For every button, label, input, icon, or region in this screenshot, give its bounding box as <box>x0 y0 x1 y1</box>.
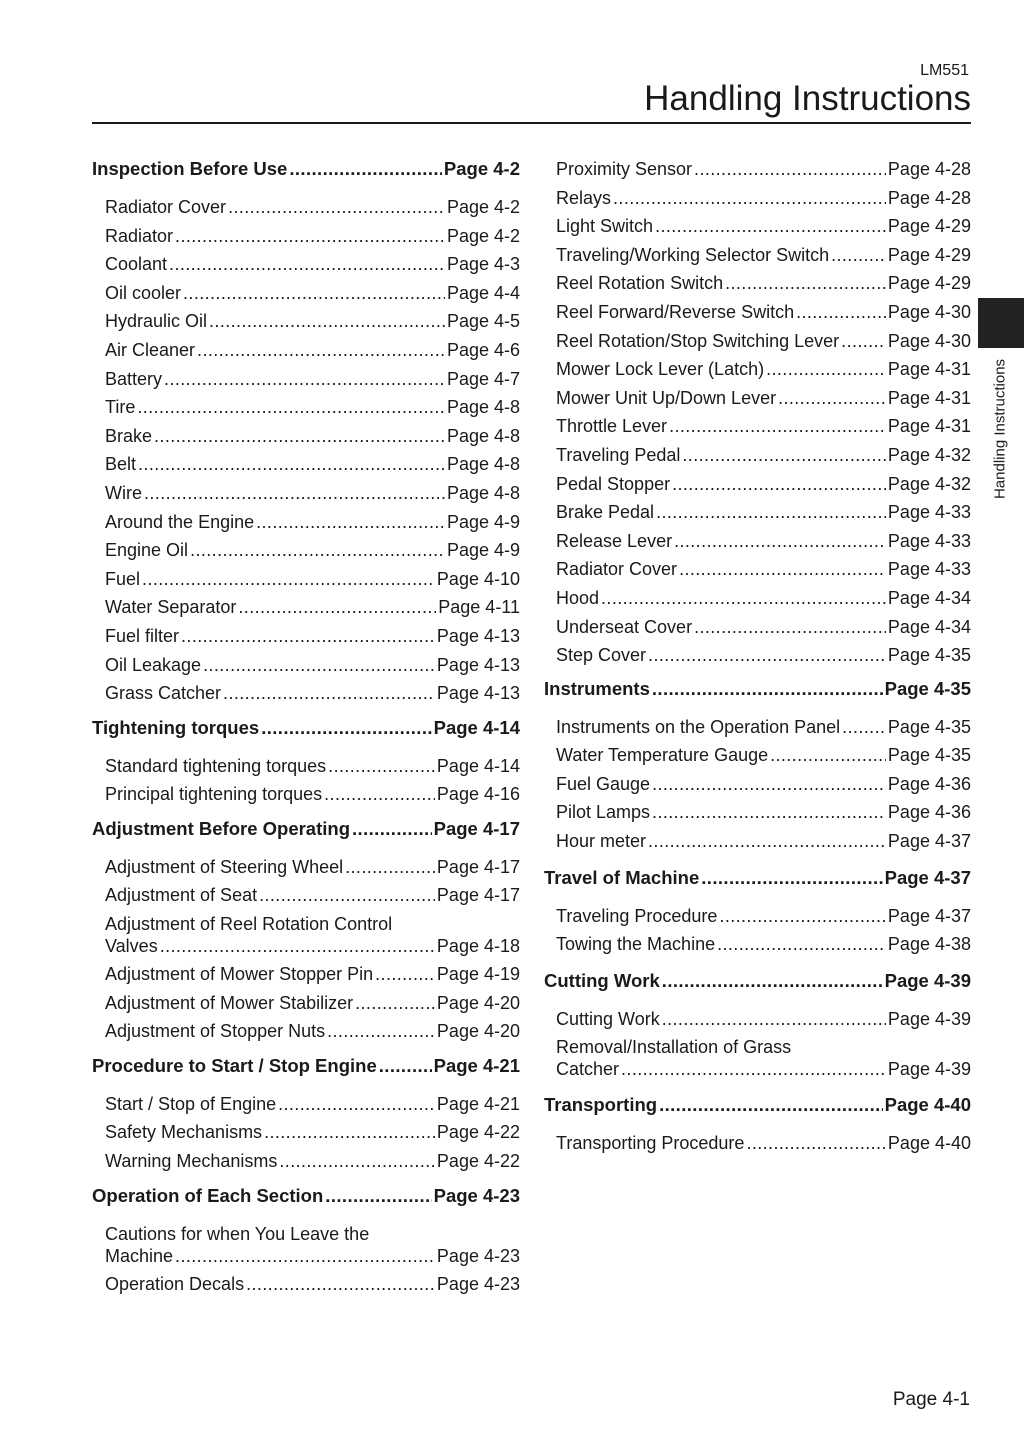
dot-leader <box>766 355 886 384</box>
entry-label: Oil cooler <box>105 282 182 303</box>
section-heading <box>544 967 971 995</box>
toc-entry <box>105 1270 520 1299</box>
entry-page: Page 4-23 <box>436 1245 520 1266</box>
entry-page: Page 4-35 <box>887 716 971 737</box>
toc-entry <box>105 450 520 479</box>
entry-label: Grass Catcher <box>105 683 222 704</box>
section-page: Page 4-35 <box>884 677 971 699</box>
entry-page: Page 4-22 <box>436 1122 520 1143</box>
toc-entry <box>556 412 971 441</box>
entry-page: Page 4-18 <box>436 936 520 957</box>
toc-entry <box>556 770 971 799</box>
dot-leader <box>169 250 445 279</box>
entry-label: Adjustment of Mower Stabilizer <box>105 992 354 1013</box>
toc-entry-last-line <box>556 1058 971 1083</box>
entry-page: Page 4-21 <box>436 1093 520 1114</box>
entry-label: Towing the Machine <box>556 934 716 955</box>
dot-leader <box>324 780 435 809</box>
toc-entry <box>105 960 520 989</box>
section-heading <box>92 1052 520 1080</box>
entry-page: Page 4-36 <box>887 802 971 823</box>
section-page: Page 4-2 <box>443 158 520 179</box>
entry-label: Standard tightening torques <box>105 755 327 776</box>
entry-label: Valves <box>105 936 158 957</box>
section-page: Page 4-17 <box>433 817 520 839</box>
entry-page: Page 4-30 <box>887 301 971 322</box>
dot-leader <box>142 565 435 594</box>
section-title: Inspection Before Use <box>92 158 288 179</box>
section-heading <box>92 155 520 183</box>
entry-page: Page 4-34 <box>887 616 971 637</box>
dot-leader <box>841 327 886 356</box>
entry-page: Page 4-19 <box>436 964 520 985</box>
dot-leader <box>138 450 445 479</box>
section-page: Page 4-21 <box>433 1054 520 1076</box>
entry-label: Adjustment of Seat <box>105 885 258 906</box>
page-number: Page 4-1 <box>892 1389 970 1410</box>
entry-label: Throttle Lever <box>556 416 668 437</box>
dot-leader <box>601 584 886 613</box>
toc-entry <box>105 1147 520 1176</box>
dot-leader <box>725 269 886 298</box>
entry-label: Mower Lock Lever (Latch) <box>556 359 765 380</box>
entry-label: Pedal Stopper <box>556 473 671 494</box>
entry-label: Start / Stop of Engine <box>105 1093 277 1114</box>
entry-label: Hood <box>556 587 600 608</box>
entry-label: Fuel Gauge <box>556 773 651 794</box>
section-page: Page 4-37 <box>884 866 971 888</box>
entry-page: Page 4-37 <box>887 831 971 852</box>
entry-page: Page 4-5 <box>446 311 520 332</box>
entry-page: Page 4-14 <box>436 755 520 776</box>
toc-items <box>544 1129 971 1158</box>
dot-leader <box>345 853 435 882</box>
dot-leader <box>352 815 432 843</box>
dot-leader <box>355 989 435 1018</box>
entry-label: Coolant <box>105 254 168 275</box>
toc-entry <box>105 1017 520 1046</box>
section-title: Tightening torques <box>92 716 260 738</box>
entry-label-line1: Adjustment of Reel Rotation Control <box>105 914 393 935</box>
entry-label: Water Separator <box>105 597 237 618</box>
dot-leader <box>662 1005 886 1034</box>
section-tab-marker <box>978 298 1024 348</box>
entry-label: Radiator <box>105 225 174 246</box>
entry-page: Page 4-29 <box>887 216 971 237</box>
section-page: Page 4-39 <box>884 969 971 991</box>
dot-leader <box>175 222 445 251</box>
dot-leader <box>197 336 445 365</box>
entry-page: Page 4-39 <box>887 1008 971 1029</box>
toc-entry <box>105 679 520 708</box>
toc-entry <box>556 584 971 613</box>
entry-label: Fuel filter <box>105 625 180 646</box>
entry-label: Traveling/Working Selector Switch <box>556 244 830 265</box>
toc-entry <box>105 193 520 222</box>
dot-leader <box>659 1091 883 1119</box>
toc-entry <box>556 470 971 499</box>
dot-leader <box>379 1052 432 1080</box>
entry-label: Transporting Procedure <box>556 1133 745 1154</box>
entry-page: Page 4-40 <box>887 1133 971 1154</box>
section-heading <box>544 1091 971 1119</box>
toc-entry <box>556 741 971 770</box>
entry-page: Page 4-8 <box>446 425 520 446</box>
toc-entry <box>556 441 971 470</box>
model-number: LM551 <box>920 62 969 79</box>
entry-label: Light Switch <box>556 216 654 237</box>
dot-leader <box>656 498 886 527</box>
entry-label: Radiator Cover <box>105 197 227 217</box>
toc-entry <box>105 651 520 680</box>
entry-page: Page 4-17 <box>436 885 520 906</box>
entry-page: Page 4-33 <box>887 530 971 551</box>
entry-page: Page 4-20 <box>436 992 520 1013</box>
entry-page: Page 4-2 <box>446 197 520 217</box>
entry-label: Principal tightening torques <box>105 784 323 805</box>
toc-entry <box>105 565 520 594</box>
dot-leader <box>648 827 886 856</box>
toc-entry <box>105 250 520 279</box>
section-title: Transporting <box>544 1094 658 1116</box>
toc-entry-multiline <box>105 1220 520 1270</box>
section-heading <box>544 675 971 703</box>
dot-leader <box>719 902 886 931</box>
dot-leader <box>375 960 435 989</box>
dot-leader <box>190 536 445 565</box>
section-title: Travel of Machine <box>544 866 700 888</box>
entry-page: Page 4-8 <box>446 482 520 503</box>
entry-page: Page 4-6 <box>446 339 520 360</box>
toc-entry <box>556 527 971 556</box>
entry-label: Wire <box>105 482 142 503</box>
entry-page: Page 4-17 <box>436 856 520 877</box>
dot-leader <box>327 1017 435 1046</box>
entry-label: Battery <box>105 368 163 389</box>
toc-entry <box>105 622 520 651</box>
dot-leader <box>256 508 445 537</box>
entry-page: Page 4-23 <box>436 1273 520 1294</box>
entry-label: Hydraulic Oil <box>105 311 208 332</box>
entry-label: Pilot Lamps <box>556 802 651 823</box>
dot-leader <box>669 412 886 441</box>
toc-entry <box>556 212 971 241</box>
dot-leader <box>655 212 886 241</box>
toc-entry <box>556 327 971 356</box>
dot-leader <box>183 279 445 308</box>
toc-items <box>544 155 971 670</box>
entry-page: Page 4-36 <box>887 773 971 794</box>
entry-label: Instruments on the Operation Panel <box>556 716 841 737</box>
entry-page: Page 4-30 <box>887 330 971 351</box>
entry-page: Page 4-16 <box>436 784 520 805</box>
page-title: Handling Instructions <box>644 79 971 118</box>
header-rule <box>92 122 971 124</box>
dot-leader <box>223 679 435 708</box>
entry-label: Step Cover <box>556 645 647 666</box>
entry-page: Page 4-8 <box>446 454 520 475</box>
dot-leader <box>264 1118 435 1147</box>
entry-label: Proximity Sensor <box>556 159 693 179</box>
toc-entry <box>105 479 520 508</box>
toc-entry <box>105 593 520 622</box>
entry-page: Page 4-28 <box>887 187 971 208</box>
toc-entry-last-line <box>105 1245 520 1270</box>
entry-label: Oil Leakage <box>105 654 202 675</box>
entry-label: Water Temperature Gauge <box>556 745 769 766</box>
toc-entry-multiline <box>105 910 520 960</box>
toc-entry <box>556 498 971 527</box>
dot-leader <box>228 193 445 222</box>
dot-leader <box>682 441 886 470</box>
entry-label: Traveling Pedal <box>556 444 681 465</box>
dot-leader <box>164 365 445 394</box>
dot-leader <box>672 470 886 499</box>
dot-leader <box>796 298 886 327</box>
side-tab-label: Handling Instructions <box>991 358 1009 500</box>
entry-label: Cutting Work <box>556 1008 660 1029</box>
dot-leader <box>652 798 886 827</box>
entry-label: Relays <box>556 187 612 208</box>
entry-page: Page 4-29 <box>887 273 971 294</box>
toc-entry <box>105 853 520 882</box>
entry-page: Page 4-4 <box>446 282 520 303</box>
entry-page: Page 4-22 <box>436 1151 520 1172</box>
entry-page: Page 4-29 <box>887 244 971 265</box>
toc-entry <box>556 798 971 827</box>
dot-leader <box>717 930 886 959</box>
entry-page: Page 4-37 <box>887 905 971 926</box>
entry-label-line1: Cautions for when You Leave the <box>105 1223 370 1244</box>
entry-label: Warning Mechanisms <box>105 1151 278 1172</box>
dot-leader <box>137 393 445 422</box>
toc-left-column <box>92 155 520 1303</box>
dot-leader <box>279 1147 435 1176</box>
toc-entry <box>556 555 971 584</box>
toc-items <box>92 1220 520 1299</box>
entry-label: Safety Mechanisms <box>105 1122 263 1143</box>
toc-entry <box>105 279 520 308</box>
toc-entry <box>556 155 971 184</box>
section-title: Operation of Each Section <box>92 1184 324 1206</box>
toc-entry <box>105 365 520 394</box>
entry-label: Operation Decals <box>105 1273 245 1294</box>
entry-label-line1: Removal/Installation of Grass <box>556 1037 792 1058</box>
toc-entry <box>105 1090 520 1119</box>
entry-page: Page 4-32 <box>887 473 971 494</box>
entry-page: Page 4-10 <box>436 568 520 589</box>
dot-leader <box>613 184 886 213</box>
dot-leader <box>674 527 886 556</box>
entry-label: Reel Forward/Reverse Switch <box>556 301 795 322</box>
entry-label: Air Cleaner <box>105 339 196 360</box>
toc-items <box>92 1090 520 1176</box>
dot-leader <box>694 613 886 642</box>
section-heading <box>92 815 520 843</box>
toc-entry <box>556 713 971 742</box>
dot-leader <box>831 241 886 270</box>
entry-page: Page 4-20 <box>436 1021 520 1042</box>
dot-leader <box>181 622 435 651</box>
entry-page: Page 4-38 <box>887 934 971 955</box>
toc-entry <box>105 752 520 781</box>
section-title: Procedure to Start / Stop Engine <box>92 1054 377 1076</box>
entry-label: Machine <box>105 1245 174 1266</box>
dot-leader <box>289 155 442 183</box>
section-heading <box>544 864 971 892</box>
entry-label: Radiator Cover <box>556 559 678 580</box>
entry-label: Hour meter <box>556 831 647 852</box>
dot-leader <box>648 641 886 670</box>
entry-page: Page 4-13 <box>436 625 520 646</box>
entry-page: Page 4-8 <box>446 397 520 418</box>
entry-label: Adjustment of Stopper Nuts <box>105 1021 326 1042</box>
dot-leader <box>144 479 445 508</box>
entry-label: Underseat Cover <box>556 616 693 637</box>
toc-entry <box>556 298 971 327</box>
section-title: Cutting Work <box>544 969 660 991</box>
toc-entry <box>556 827 971 856</box>
section-page: Page 4-40 <box>884 1094 971 1116</box>
dot-leader <box>278 1090 435 1119</box>
toc-items <box>92 193 520 708</box>
dot-leader <box>238 593 436 622</box>
entry-label: Around the Engine <box>105 511 255 532</box>
dot-leader <box>842 713 886 742</box>
toc-entry <box>105 508 520 537</box>
section-page: Page 4-14 <box>433 716 520 738</box>
entry-label: Reel Rotation/Stop Switching Lever <box>556 330 840 351</box>
dot-leader <box>621 1058 886 1080</box>
entry-page: Page 4-35 <box>887 745 971 766</box>
entry-label: Catcher <box>556 1059 620 1080</box>
dot-leader <box>770 741 886 770</box>
toc-entry <box>105 393 520 422</box>
entry-page: Page 4-13 <box>436 683 520 704</box>
toc-items <box>544 1005 971 1084</box>
toc-entry <box>105 989 520 1018</box>
dot-leader <box>694 155 886 184</box>
entry-page: Page 4-2 <box>446 225 520 246</box>
dot-leader <box>662 967 883 995</box>
entry-page: Page 4-32 <box>887 444 971 465</box>
toc-entry <box>556 241 971 270</box>
toc-entry <box>105 422 520 451</box>
entry-page: Page 4-9 <box>446 540 520 561</box>
entry-label: Brake <box>105 425 153 446</box>
toc-items <box>544 713 971 856</box>
dot-leader <box>679 555 886 584</box>
entry-page: Page 4-13 <box>436 654 520 675</box>
toc-entry <box>105 307 520 336</box>
entry-page: Page 4-31 <box>887 359 971 380</box>
dot-leader <box>203 651 435 680</box>
entry-label: Release Lever <box>556 530 673 551</box>
toc-entry-multiline <box>556 1033 971 1083</box>
entry-page: Page 4-35 <box>887 645 971 666</box>
toc-entry <box>105 881 520 910</box>
entry-page: Page 4-31 <box>887 387 971 408</box>
section-page: Page 4-23 <box>433 1184 520 1206</box>
toc-right-column <box>544 155 971 1163</box>
entry-label: Tire <box>105 397 136 418</box>
toc-entry <box>556 1005 971 1034</box>
toc-entry <box>105 536 520 565</box>
dot-leader <box>652 770 886 799</box>
toc-entry <box>556 384 971 413</box>
toc-entry <box>556 355 971 384</box>
entry-page: Page 4-33 <box>887 559 971 580</box>
toc-entry <box>556 184 971 213</box>
toc-entry <box>105 780 520 809</box>
dot-leader <box>328 752 435 781</box>
entry-label: Brake Pedal <box>556 502 655 523</box>
dot-leader <box>209 307 445 336</box>
dot-leader <box>154 422 445 451</box>
entry-page: Page 4-34 <box>887 587 971 608</box>
dot-leader <box>175 1245 435 1267</box>
toc-entry <box>556 1129 971 1158</box>
section-title: Adjustment Before Operating <box>92 817 350 839</box>
entry-page: Page 4-11 <box>438 597 520 618</box>
entry-label: Adjustment of Mower Stopper Pin <box>105 964 374 985</box>
toc-items <box>92 853 520 1046</box>
dot-leader <box>652 675 883 703</box>
entry-page: Page 4-7 <box>446 368 520 389</box>
section-heading <box>92 1182 520 1210</box>
toc-entry <box>105 222 520 251</box>
entry-page: Page 4-28 <box>887 159 971 179</box>
entry-page: Page 4-33 <box>887 502 971 523</box>
entry-label: Engine Oil <box>105 540 189 561</box>
dot-leader <box>746 1129 885 1158</box>
toc-entry <box>556 269 971 298</box>
toc-items <box>92 752 520 809</box>
entry-label: Reel Rotation Switch <box>556 273 724 294</box>
toc-entry <box>556 613 971 642</box>
dot-leader <box>778 384 886 413</box>
entry-label: Adjustment of Steering Wheel <box>105 856 344 877</box>
toc-entry <box>556 930 971 959</box>
toc-items <box>544 902 971 959</box>
entry-page: Page 4-31 <box>887 416 971 437</box>
entry-label: Mower Unit Up/Down Lever <box>556 387 777 408</box>
entry-label: Fuel <box>105 568 141 589</box>
toc-entry <box>556 902 971 931</box>
section-title: Instruments <box>544 677 650 699</box>
entry-page: Page 4-3 <box>446 254 520 275</box>
toc-entry-last-line <box>105 935 520 960</box>
dot-leader <box>261 714 431 742</box>
dot-leader <box>701 864 882 892</box>
toc-entry <box>556 641 971 670</box>
dot-leader <box>325 1182 431 1210</box>
entry-label: Traveling Procedure <box>556 905 718 926</box>
toc-entry <box>105 336 520 365</box>
entry-page: Page 4-9 <box>446 511 520 532</box>
entry-label: Belt <box>105 454 137 475</box>
dot-leader <box>246 1270 435 1299</box>
dot-leader <box>259 881 435 910</box>
section-heading <box>92 714 520 742</box>
toc-entry <box>105 1118 520 1147</box>
dot-leader <box>160 935 435 957</box>
entry-page: Page 4-39 <box>887 1059 971 1080</box>
